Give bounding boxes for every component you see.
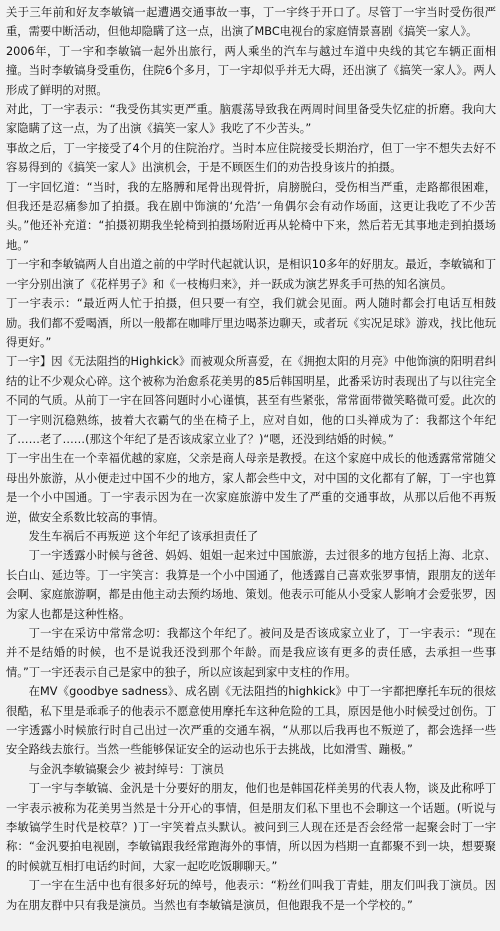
paragraph-accident-revealed: 关于三年前和好友李敏镐一起遭遇交通事故一事，丁一宇终于开口了。尽管丁一宇当时受伤很严重，需要中断活动，但他却隐瞒了这一点，出演了MBC电视台的家庭情景喜剧《搞笑一家人》。 <box>6 6 496 39</box>
subheading-nickname: 与金汎李敏镐聚会少 被封绰号：丁演员 <box>28 762 225 776</box>
paragraph-meetups: 丁一宇表示：“最近两人忙于拍摄，但只要一有空，我们就会见面。两人随时都会打电话互相鼓励。我们都不爱喝酒，所以一般都在咖啡厅里边喝茶边聊天，或者玩《实况足球》游戏，找比他玩得更好。” <box>6 297 496 349</box>
paragraph-more-injured: 对此，丁一宇表示：“我受伤其实更严重。脑震荡导致我在两周时间里备受失忆症的折磨。我向大家隐瞒了这一点，为了出演《搞笑一家人》我吃了不少苦头。” <box>6 103 496 136</box>
paragraph-2006-trip: 2006年，丁一宇和李敏镐一起外出旅行，两人乘坐的汽车与越过车道中央线的其它车辆正面相撞。当时李敏镐身受重伤，住院6个多月，丁一宇却似乎并无大碍，还出演了《搞笑一家人》。两人形成了鲜明的对照。 <box>6 44 496 97</box>
paragraph-hospital: 事故之后，丁一宇接受了4个月的住院治疗。当时本应住院接受长期治疗，但丁一宇不想失去好不容易得到的《搞笑一家人》出演机会，于是不顾医生们的劝告投身该片的拍摄。 <box>6 141 496 175</box>
paragraph-friendship: 丁一宇和李敏镐两人自出道之前的中学时代起就认识，是相识10多年的好朋友。最近，李敏镐和丁一宇分别出演了《花样男子》和《一枝梅归来》，并一跃成为演艺界炙手可热的知名演员。 <box>6 258 496 291</box>
paragraph-marriage: 丁一宇在采访中常常念叨：我都这个年纪了。被问及是否该成家立业了，丁一宇表示：“现在并不是结婚的时候，也不是说我还没到那个年龄。而是我应该有更多的责任感，去承担一些事情。”丁一宇还表示自己是家中的独子，所以应该起到家中支柱的作用。 <box>6 627 496 679</box>
subheading-responsibility: 发生车祸后不再叛逆 这个年纪了该承担责任了 <box>28 529 259 543</box>
paragraph-motorcycle: 在MV《goodbye sadness》、成名剧《无法阻挡的highkick》中丁一宇都把摩托车玩的很炫很酷，私下里是乖乖子的他表示不愿意使用摩托车这种危险的工具，原因是他小时候受过创伤。丁一宇透露小时候旅行时自己出过一次严重的交通车祸，“从那以后我再也不叛逆了，都会选择一些安全路线去旅行。当然一些能够保证安全的运动也乐于去挑战，比如滑雪、蹦极。” <box>6 685 496 757</box>
paragraph-interview: 丁一宇】因《无法阻挡的Highkick》而被观众所喜爱，在《拥抱太阳的月亮》中他饰演的阳明君纠结的让不少观众心碎。这个被称为治愈系花美男的85后韩国明星，此番采访时表现出了与以往完全不同的气质。从前丁一宇在回答问题时小心谨慎，甚至有些紧张，常常面带微笑略微可爱。此次的丁一宇则沉稳熟练，披着大衣霸气的坐在椅子上，应对自如，他的口头禅成为了：我都这个年纪了……老了……(那这个年纪了是否该成家立业了？)“嗯，还没到结婚的时候。” <box>6 355 496 446</box>
paragraph-recollection: 丁一宇回忆道：“当时，我的左胳膊和尾骨出现骨折，肩膀脱臼，受伤相当严重，走路都很困难，但我还是忍痛参加了拍摄。我在剧中饰演的‘允浩’一角偶尔会有动作场面，这更让我吃了不少苦头。”他还补充道：“拍摄初期我坐轮椅到拍摄场附近再从轮椅中下来，然后若无其事地走到拍摄场地。” <box>6 180 496 252</box>
paragraph-nicknames: 丁一宇在生活中也有很多好玩的绰号，他表示：“粉丝们叫我丁青蛙，朋友们叫我丁演员。因为在朋友群中只有我是演员。当然也有李敏镐是演员，但他跟我不是一个学校的。” <box>6 879 496 912</box>
paragraph-family: 丁一宇出生在一个幸福优越的家庭，父亲是商人母亲是教授。在这个家庭中成长的他透露常常随父母出外旅游，从小便走过中国不少的地方，家人都会些中文，对中国的文化都有了解，丁一宇也算是一个小中国通。丁一宇表示因为在一次家庭旅游中发生了严重的交通事故，从那以后他不再叛逆，做安全系数比较高的事情。 <box>6 452 496 524</box>
paragraph-china-travel: 丁一宇透露小时候与爸爸、妈妈、姐姐一起来过中国旅游，去过很多的地方包括上海、北京、长白山、延边等。丁一宇笑言：我算是一个小中国通了，他透露自己喜欢张罗事情，跟朋友的送年会啊、家庭旅游啊，都是由他主动去预约场地、策划。他表示可能从小受家人影响才会爱张罗，因为家人也都是这种性格。 <box>6 549 496 621</box>
paragraph-flower-boys: 丁一宇与李敏镐、金汎是十分要好的朋友，他们也是韩国花样美男的代表人物，谈及此称呼丁一宇表示被称为花美男当然是十分开心的事情，但是朋友们私下里也不会聊这一个话题。(听说与李敏镐学生时代是校草？)丁一宇笑着点头默认。被问到三人现在还是否会经常一起聚会时丁一宇称：“金汎要拍电视剧，李敏镐跟我经常跑海外的事情，所以因为档期一直都聚不到一块，想要聚的时候就互相打电话约时间，大家一起吃吃饭聊聊天。” <box>6 782 496 873</box>
